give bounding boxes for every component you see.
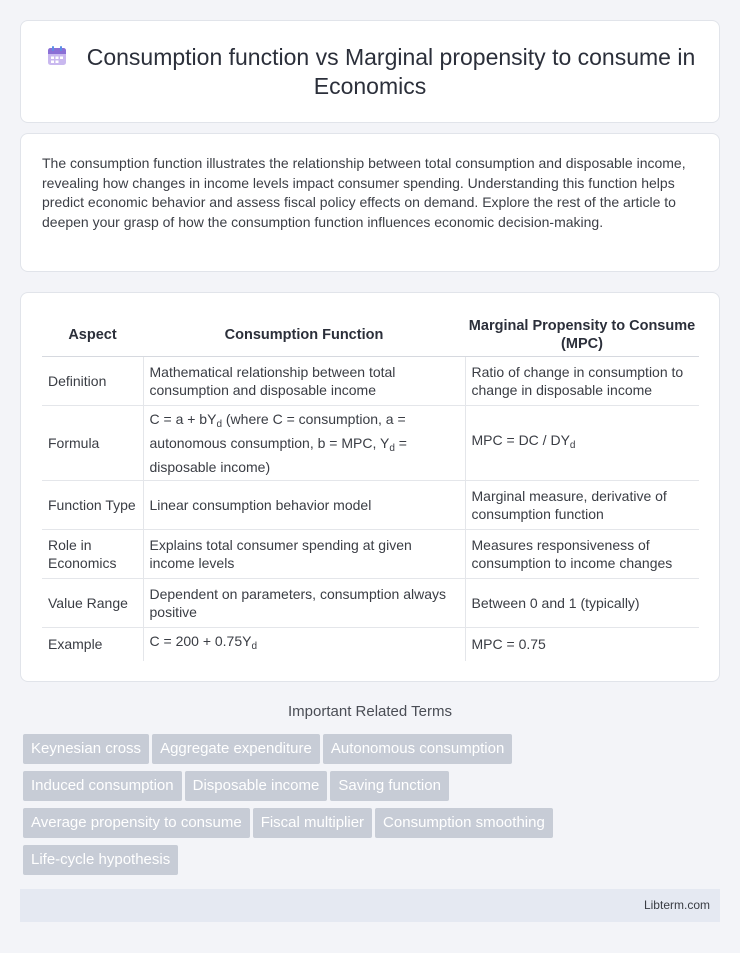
formula-part: (where C = consumption, a = autonomous consumption, b = MPC, Y [149, 410, 406, 451]
tag-disposable-income[interactable]: Disposable income [185, 771, 328, 801]
row-consumption-function: Linear consumption behavior model [143, 480, 465, 529]
tag-saving-function[interactable]: Saving function [330, 771, 449, 801]
row-aspect: Formula [42, 405, 143, 480]
table-header-row [42, 315, 699, 356]
calendar-icon [45, 44, 69, 68]
tag-fiscal-multiplier[interactable]: Fiscal multiplier [253, 808, 372, 838]
row-aspect: Role in Economics [42, 529, 143, 578]
row-aspect: Value Range [42, 578, 143, 627]
formula-part: MPC = DC / DY [471, 431, 570, 448]
table-row [42, 578, 699, 627]
row-mpc [465, 405, 699, 480]
tag-induced-consumption[interactable]: Induced consumption [23, 771, 182, 801]
header-mpc: Marginal Propensity to Consume (MPC) [465, 315, 699, 356]
comparison-table [42, 315, 699, 661]
row-consumption-function: Mathematical relationship between total consumption and disposable income [143, 356, 465, 405]
row-aspect: Example [48, 636, 103, 653]
tag-keynesian-cross[interactable]: Keynesian cross [23, 734, 149, 764]
row-mpc: Ratio of change in consumption to change in disposable income [465, 356, 699, 405]
row-consumption-function: Explains total consumer spending at given income levels [143, 529, 465, 578]
table-row [42, 627, 699, 661]
tag-aggregate-expenditure[interactable]: Aggregate expenditure [152, 734, 320, 764]
subscript: d [216, 418, 222, 430]
row-mpc: Between 0 and 1 (typically) [465, 578, 699, 627]
tag-autonomous-consumption[interactable]: Autonomous consumption [323, 734, 512, 764]
row-mpc: Marginal measure, derivative of consumption function [465, 480, 699, 529]
title-wrap [21, 43, 719, 101]
table-row [42, 529, 699, 578]
table-row [42, 480, 699, 529]
row-consumption-function [143, 627, 465, 661]
formula-part: C = 200 + 0.75Y [149, 633, 252, 650]
row-aspect: Definition [42, 356, 143, 405]
related-terms-heading: Important Related Terms [288, 703, 452, 720]
page-title: Consumption function vs Marginal propensity to consume in Economics [86, 44, 696, 99]
intro-paragraph: The consumption function illustrates the relationship between total consumption and disposable income, revealing how changes in income levels impact consumer spending. Understanding this function helps predict economic behavior and assess fiscal policy effects on demand. Explore the rest of the article to deepen your grasp of how the consumption function influences economic decision-making. [42, 155, 686, 230]
title-card [20, 20, 720, 123]
related-terms-tags [23, 734, 603, 882]
formula-part: = disposable income) [149, 434, 407, 475]
row-consumption-function: Dependent on parameters, consumption always positive [143, 578, 465, 627]
subscript: d [389, 442, 395, 454]
comparison-card [20, 292, 720, 682]
subscript: d [251, 641, 258, 653]
intro-card [20, 133, 720, 272]
footer-site-link[interactable]: Libterm.com [643, 898, 710, 912]
row-mpc: MPC = 0.75 [465, 627, 699, 661]
row-aspect: Function Type [42, 480, 143, 529]
formula-part: C = a + bY [149, 410, 217, 427]
subscript: d [569, 439, 576, 451]
header-aspect: Aspect [42, 315, 143, 356]
tag-average-propensity-to-consume[interactable]: Average propensity to consume [23, 808, 250, 838]
table-row [42, 356, 699, 405]
footer [20, 889, 720, 922]
row-consumption-function [143, 405, 465, 480]
table-row [42, 405, 699, 480]
row-mpc: Measures responsiveness of consumption to income changes [465, 529, 699, 578]
tag-consumption-smoothing[interactable]: Consumption smoothing [375, 808, 553, 838]
tag-life-cycle-hypothesis[interactable]: Life-cycle hypothesis [23, 845, 178, 875]
header-consumption-function: Consumption Function [143, 315, 465, 356]
